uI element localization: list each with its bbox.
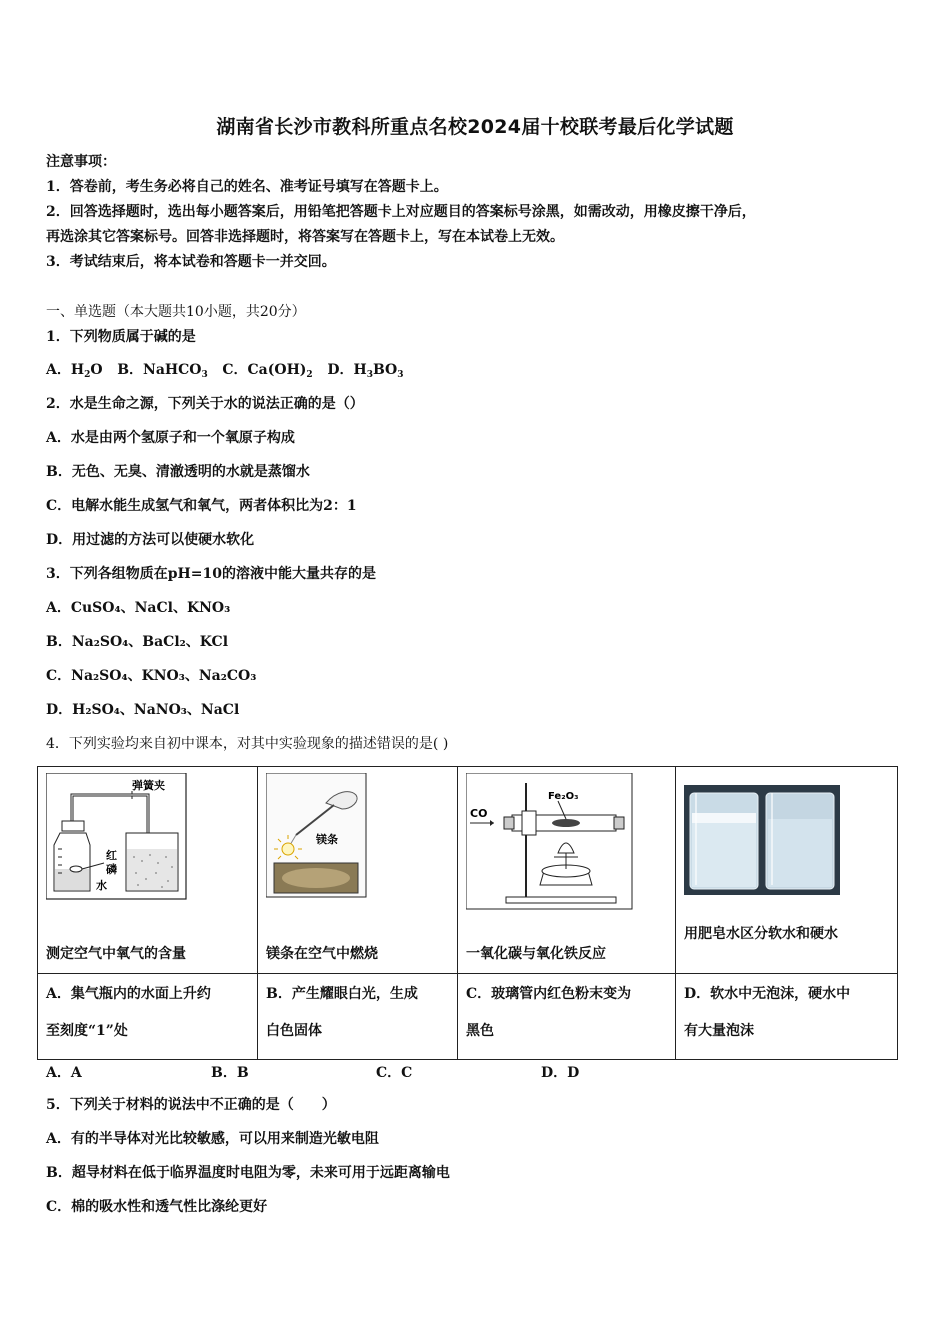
experiment-table (37, 766, 898, 1060)
notice-item: 3．考试结束后，将本试卷和答题卡一并交回。 (46, 254, 336, 270)
option-b: B．Na₂SO₄、BaCl₂、KCl (46, 634, 229, 650)
answer-line: 有大量泡沫 (684, 1023, 754, 1039)
option-d: D．H₂SO₄、NaNO₃、NaCl (46, 702, 240, 718)
option-b: B．B (211, 1065, 249, 1081)
answer-cell-a (38, 974, 258, 1060)
answer-line: A．集气瓶内的水面上升约 (46, 986, 211, 1002)
experiment-caption: 用肥皂水区分软水和硬水 (684, 926, 838, 942)
soap-water-figure (684, 767, 889, 917)
water-label: 水 (96, 879, 107, 892)
page-title: 湖南省长沙市教科所重点名校2024届十校联考最后化学试题 (216, 116, 734, 138)
option-d: D．用过滤的方法可以使硬水软化 (46, 532, 255, 548)
notice-item: 2．回答选择题时，选出每小题答案后，用铅笔把答题卡上对应题目的答案标号涂黑，如需改动，用橡皮擦干净后， (46, 204, 756, 220)
magnesium-label: 镁条 (316, 833, 338, 846)
fe2o3-label: Fe₂O₃ (548, 791, 579, 802)
experiment-caption: 一氧化碳与氧化铁反应 (466, 946, 606, 962)
option-c: C．棉的吸水性和透气性比涤纶更好 (46, 1199, 268, 1215)
phosphorus-label-2: 磷 (106, 863, 117, 876)
option-b: B．无色、无臭、清澈透明的水就是蒸馏水 (46, 464, 310, 480)
answer-line: 白色固体 (266, 1023, 322, 1039)
experiment-cell-4 (676, 767, 898, 974)
answer-line: 黑色 (466, 1023, 494, 1039)
notice-item: 1．答卷前，考生务必将自己的姓名、准考证号填写在答题卡上。 (46, 179, 448, 195)
soap-water-image (684, 785, 844, 901)
notice-heading: 注意事项： (46, 154, 116, 170)
question-5-stem: 5．下列关于材料的说法中不正确的是（ ） (46, 1097, 336, 1113)
notice-item: 再选涂其它答案标号。回答非选择题时，将答案写在答题卡上，写在本试卷上无效。 (46, 229, 564, 245)
experiment-caption: 测定空气中氧气的含量 (46, 946, 186, 962)
option-c: C．电解水能生成氢气和氧气，两者体积比为2：1 (46, 498, 357, 514)
co-reduction-image (466, 773, 636, 913)
option-d: D．D (541, 1065, 580, 1081)
answer-cell-c (458, 974, 676, 1060)
question-1-options (46, 361, 404, 379)
question-3-stem: 3．下列各组物质在pH=10的溶液中能大量共存的是 (46, 566, 376, 582)
option-a: A．有的半导体对光比较敏感，可以用来制造光敏电阻 (46, 1131, 379, 1147)
experiment-cell-1 (38, 767, 258, 974)
phosphorus-label-1: 红 (106, 849, 117, 862)
question-1-stem: 1．下列物质属于碱的是 (46, 329, 196, 345)
option-b: B．NaHCO$_3$ (117, 362, 208, 380)
clip-label: 弹簧夹 (132, 779, 165, 792)
answer-line: B．产生耀眼白光，生成 (266, 986, 418, 1002)
oxygen-apparatus-image (46, 773, 196, 913)
option-c: C．C (376, 1065, 413, 1081)
question-4-stem: 4．下列实验均来自初中课本，对其中实验现象的描述错误的是( ) (46, 736, 449, 752)
option-d: D．$H_3BO_3$ (327, 362, 404, 380)
option-c: C．Na₂SO₄、KNO₃、Na₂CO₃ (46, 668, 257, 684)
section-heading: 一、单选题（本大题共10小题，共20分） (46, 304, 306, 320)
co-reduction-figure (466, 767, 667, 917)
magnesium-burning-image (266, 773, 370, 903)
option-b: B．超导材料在低于临界温度时电阻为零，未来可用于远距离输电 (46, 1165, 450, 1181)
oxygen-apparatus-figure (46, 767, 249, 917)
answer-line: 至刻度“1”处 (46, 1023, 128, 1039)
experiment-caption: 镁条在空气中燃烧 (266, 946, 378, 962)
answer-line: D．软水中无泡沫，硬水中 (684, 986, 851, 1002)
option-a: A．$H_2O$ (46, 362, 103, 380)
question-2-stem: 2．水是生命之源，下列关于水的说法正确的是（） (46, 396, 364, 412)
answer-cell-d (676, 974, 898, 1060)
answer-line: C．玻璃管内红色粉末变为 (466, 986, 632, 1002)
answer-cell-b (258, 974, 458, 1060)
experiment-cell-3 (458, 767, 676, 974)
option-a: A．A (46, 1065, 82, 1081)
experiment-cell-2 (258, 767, 458, 974)
co-label: CO (470, 807, 488, 820)
magnesium-figure (266, 767, 449, 917)
option-a: A．水是由两个氢原子和一个氧原子构成 (46, 430, 295, 446)
option-c: C．$Ca(OH)_2$ (222, 362, 313, 380)
option-a: A．CuSO₄、NaCl、KNO₃ (46, 600, 231, 616)
